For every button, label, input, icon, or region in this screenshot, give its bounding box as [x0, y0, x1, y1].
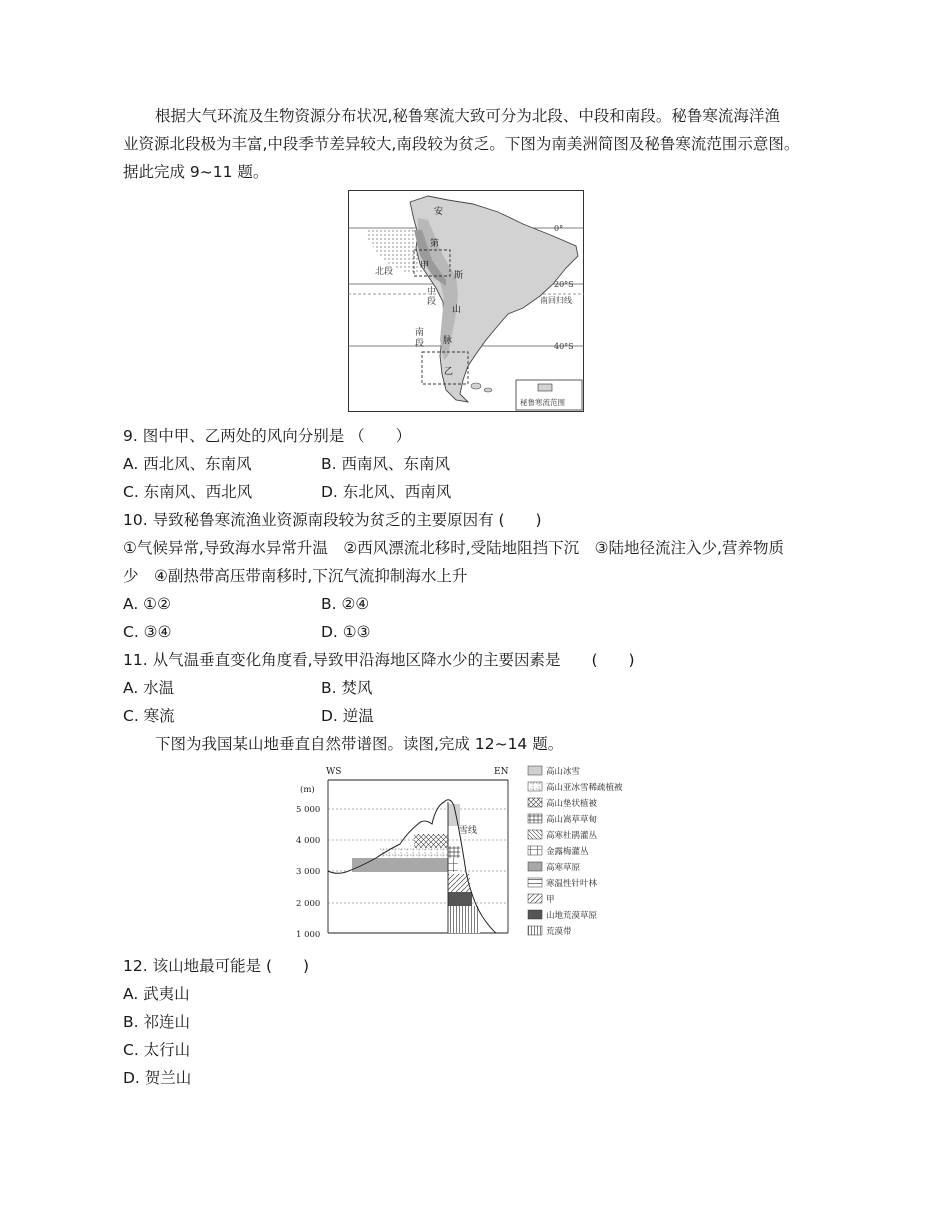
q11-option-a[interactable]: A. 水温 — [123, 679, 175, 697]
chart-unit-label: (m) — [300, 785, 315, 795]
q9-stem: 9. 图中甲、乙两处的风向分别是 （ ） — [123, 427, 412, 445]
legend-swatch-3 — [528, 798, 542, 807]
segment-mid-label-2: 段 — [427, 297, 437, 307]
intro-line-1: 根据大气环流及生物资源分布状况,秘鲁寒流大致可分为北段、中段和南段。秘鲁寒流海洋渔 — [155, 107, 780, 125]
legend-label-9: 甲 — [546, 895, 555, 905]
tropic-label: 南回归线 — [540, 296, 572, 305]
q10-statement-line-2: 少 ④副热带高压带南移时,下沉气流抑制海水上升 — [123, 567, 468, 585]
yi-label: 乙 — [444, 367, 454, 377]
en-band-meadow — [448, 846, 460, 858]
en-band-potentilla — [448, 858, 458, 872]
q10-statement-line-1: ①气候异常,导致海水异常升温 ②西风漂流北移时,受陆地阻挡下沉 ③陆地径流注入少,营养物质 — [123, 539, 784, 557]
intro-line-3: 据此完成 9~11 题。 — [123, 163, 269, 181]
segment-south-label-2: 段 — [415, 339, 425, 349]
legend-swatch-6 — [528, 846, 542, 855]
legend-swatch-2 — [528, 782, 542, 791]
tick-3000: 3 000 — [296, 867, 321, 877]
island-2 — [484, 388, 492, 392]
zone-legend — [528, 766, 623, 937]
q12-option-b[interactable]: B. 祁连山 — [123, 1013, 190, 1031]
q11-option-d[interactable]: D. 逆温 — [321, 707, 374, 725]
legend-swatch-10 — [528, 910, 542, 919]
lat-label-0: 0° — [554, 224, 564, 233]
mountain-char-2: 第 — [430, 239, 440, 249]
q11-stem: 11. 从气温垂直变化角度看,导致甲沿海地区降水少的主要因素是 ( ) — [123, 651, 635, 669]
legend-swatch-8 — [528, 878, 542, 887]
intro2-line: 下图为我国某山地垂直自然带谱图。读图,完成 12~14 题。 — [155, 735, 564, 753]
q11-option-b[interactable]: B. 焚风 — [321, 679, 373, 697]
chart-en-label: EN — [494, 767, 509, 777]
legend-label-10: 山地荒漠草原 — [546, 911, 598, 921]
q10-option-c[interactable]: C. ③④ — [123, 623, 172, 641]
jia-label: 甲 — [420, 261, 430, 271]
segment-north-label: 北段 — [375, 267, 394, 277]
mountain-char-3: 斯 — [454, 271, 464, 281]
map-legend-label: 秘鲁寒流范围 — [520, 398, 565, 407]
mountain-char-1: 安 — [434, 207, 444, 217]
q12-option-a[interactable]: A. 武夷山 — [123, 985, 190, 1003]
south-america-map — [348, 190, 584, 412]
tick-4000: 4 000 — [296, 836, 321, 846]
q10-stem: 10. 导致秘鲁寒流渔业资源南段较为贫乏的主要原因有 ( ) — [123, 511, 542, 529]
legend-label-1: 高山冰雪 — [546, 767, 581, 777]
legend-swatch-4 — [528, 814, 542, 823]
ws-band-alpine-steppe — [352, 858, 448, 872]
tick-2000: 2 000 — [296, 899, 321, 909]
ws-band-cushion — [414, 834, 448, 848]
legend-swatch-9 — [528, 894, 542, 903]
legend-label-8: 寒温性针叶林 — [546, 879, 598, 889]
q10-option-d[interactable]: D. ①③ — [321, 623, 371, 641]
en-band-desert — [448, 906, 480, 933]
q11-option-c[interactable]: C. 寒流 — [123, 707, 175, 725]
legend-label-11: 荒漠带 — [546, 927, 572, 937]
legend-label-5: 高寒杜鹃灌丛 — [546, 831, 598, 841]
q9-option-b[interactable]: B. 西南风、东南风 — [321, 455, 450, 473]
mountain-char-4: 山 — [452, 305, 462, 315]
segment-south-label-1: 南 — [415, 328, 425, 338]
tick-5000: 5 000 — [296, 805, 321, 815]
lat-label-40s: 40°S — [554, 342, 574, 351]
q9-option-a[interactable]: A. 西北风、东南风 — [123, 455, 252, 473]
map-legend-swatch — [538, 384, 552, 391]
legend-swatch-11 — [528, 926, 542, 935]
q10-option-a[interactable]: A. ①② — [123, 595, 171, 613]
q10-option-b[interactable]: B. ②④ — [321, 595, 370, 613]
q12-option-c[interactable]: C. 太行山 — [123, 1041, 191, 1059]
island-1 — [471, 383, 481, 389]
legend-label-3: 高山垫状植被 — [546, 799, 598, 809]
legend-label-4: 高山嵩草草甸 — [546, 815, 598, 825]
q12-option-d[interactable]: D. 贺兰山 — [123, 1069, 192, 1087]
q12-stem: 12. 该山地最可能是 ( ) — [123, 957, 310, 975]
snowline-label: 雪线 — [459, 826, 478, 836]
vertical-zone-chart — [296, 762, 656, 944]
mountain-char-5: 脉 — [443, 336, 453, 346]
legend-swatch-1 — [528, 766, 542, 775]
legend-swatch-5 — [528, 830, 542, 839]
intro-line-2: 业资源北段极为丰富,中段季节差异较大,南段较为贫乏。下图为南美洲简图及秘鲁寒流范围示意图。 — [123, 135, 800, 153]
legend-label-7: 高寒草原 — [546, 863, 581, 873]
segment-mid-label-1: 中 — [427, 287, 437, 297]
legend-label-2: 高山亚冰雪稀疏植被 — [546, 783, 623, 793]
legend-swatch-7 — [528, 862, 542, 871]
q9-option-c[interactable]: C. 东南风、西北风 — [123, 483, 253, 501]
q9-option-d[interactable]: D. 东北风、西南风 — [321, 483, 452, 501]
lat-label-20s: 20°S — [554, 280, 574, 289]
chart-ws-label: WS — [326, 767, 342, 777]
tick-1000: 1 000 — [296, 930, 321, 940]
en-band-desert-steppe — [448, 892, 472, 906]
legend-label-6: 金露梅灌丛 — [546, 847, 589, 857]
